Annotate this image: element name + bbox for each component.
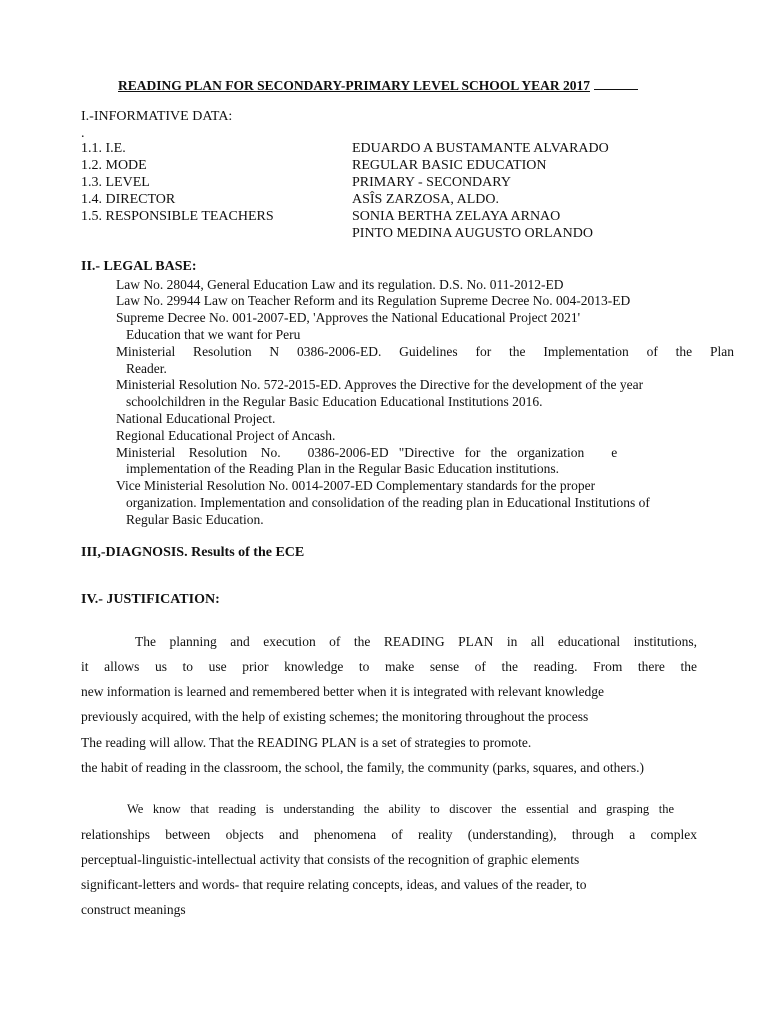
info-label: 1.2. MODE	[81, 158, 147, 173]
info-label: 1.3. LEVEL	[81, 175, 150, 190]
justification-paragraph-line: construct meanings	[81, 902, 186, 917]
legal-item-continuation: organization. Implementation and consolidation of the reading plan in Educational Institutions of	[126, 495, 650, 510]
legal-item-continuation: Regular Basic Education.	[126, 512, 264, 527]
justification-paragraph-line: relationships between objects and phenomena of reality (understanding), through a complex	[81, 827, 697, 842]
section-diagnosis-heading: III,-DIAGNOSIS. Results of the ECE	[81, 545, 305, 560]
section-informative-dot: .	[81, 126, 85, 141]
legal-item: Ministerial Resolution N 0386-2006-ED. Guidelines for the Implementation of the Plan	[116, 344, 734, 359]
justification-paragraph-line: significant-letters and words- that require relating concepts, ideas, and values of the reader, to	[81, 877, 587, 892]
legal-item: Law No. 29944 Law on Teacher Reform and its Regulation Supreme Decree No. 004-2013-ED	[116, 293, 631, 308]
legal-item-continuation: Reader.	[126, 361, 167, 376]
info-value: REGULAR BASIC EDUCATION	[352, 158, 547, 173]
info-label: 1.5. RESPONSIBLE TEACHERS	[81, 209, 274, 224]
justification-paragraph-line: the habit of reading in the classroom, the school, the family, the community (parks, squares, and others.)	[81, 760, 644, 775]
legal-item: Supreme Decree No. 001-2007-ED, 'Approves the National Educational Project 2021'	[116, 310, 581, 325]
info-label: 1.4. DIRECTOR	[81, 192, 176, 207]
justification-paragraph-line: perceptual-linguistic-intellectual activity that consists of the recognition of graphic elements	[81, 852, 580, 867]
legal-item-continuation: schoolchildren in the Regular Basic Education Educational Institutions 2016.	[126, 394, 543, 409]
legal-item: Ministerial Resolution No. 572-2015-ED. Approves the Directive for the development of the year	[116, 377, 644, 392]
info-value: PINTO MEDINA AUGUSTO ORLANDO	[352, 226, 593, 241]
legal-item: Law No. 28044, General Education Law and its regulation. D.S. No. 011-2012-ED	[116, 277, 564, 292]
document-title	[118, 77, 638, 94]
legal-item: National Educational Project.	[116, 411, 276, 426]
justification-paragraph-line: The planning and execution of the READING PLAN in all educational institutions,	[135, 634, 697, 649]
info-value: ASÎS ZARZOSA, ALDO.	[352, 192, 500, 207]
info-value: PRIMARY - SECONDARY	[352, 175, 511, 190]
info-value: EDUARDO A BUSTAMANTE ALVARADO	[352, 141, 609, 156]
legal-item-continuation: Education that we want for Peru	[126, 327, 301, 342]
section-legal-base-heading: II.- LEGAL BASE:	[81, 259, 197, 274]
section-informative-heading: I.-INFORMATIVE DATA:	[81, 109, 233, 124]
legal-item: Regional Educational Project of Ancash.	[116, 428, 336, 443]
justification-paragraph-line: The reading will allow. That the READING PLAN is a set of strategies to promote.	[81, 735, 532, 750]
section-justification-heading: IV.- JUSTIFICATION:	[81, 592, 220, 607]
legal-item: Ministerial Resolution No. 0386-2006-ED "Directive for the organization e	[116, 445, 618, 460]
document-title-text: READING PLAN FOR SECONDARY-PRIMARY LEVEL SCHOOL YEAR 2017	[118, 78, 590, 93]
info-label: 1.1. I.E.	[81, 141, 126, 156]
justification-paragraph-line: previously acquired, with the help of existing schemes; the monitoring throughout the process	[81, 709, 589, 724]
justification-paragraph-line: We know that reading is understanding the ability to discover the essential and grasping the	[127, 802, 674, 816]
justification-paragraph-line: it allows us to use prior knowledge to make sense of the reading. From there the	[81, 659, 697, 674]
legal-item-continuation: implementation of the Reading Plan in the Regular Basic Education institutions.	[126, 461, 560, 476]
justification-paragraph-line: new information is learned and remembered better when it is integrated with relevant knowledge	[81, 684, 604, 699]
legal-item: Vice Ministerial Resolution No. 0014-2007-ED Complementary standards for the proper	[116, 478, 596, 493]
title-underline-tail	[594, 77, 638, 90]
info-value: SONIA BERTHA ZELAYA ARNAO	[352, 209, 561, 224]
